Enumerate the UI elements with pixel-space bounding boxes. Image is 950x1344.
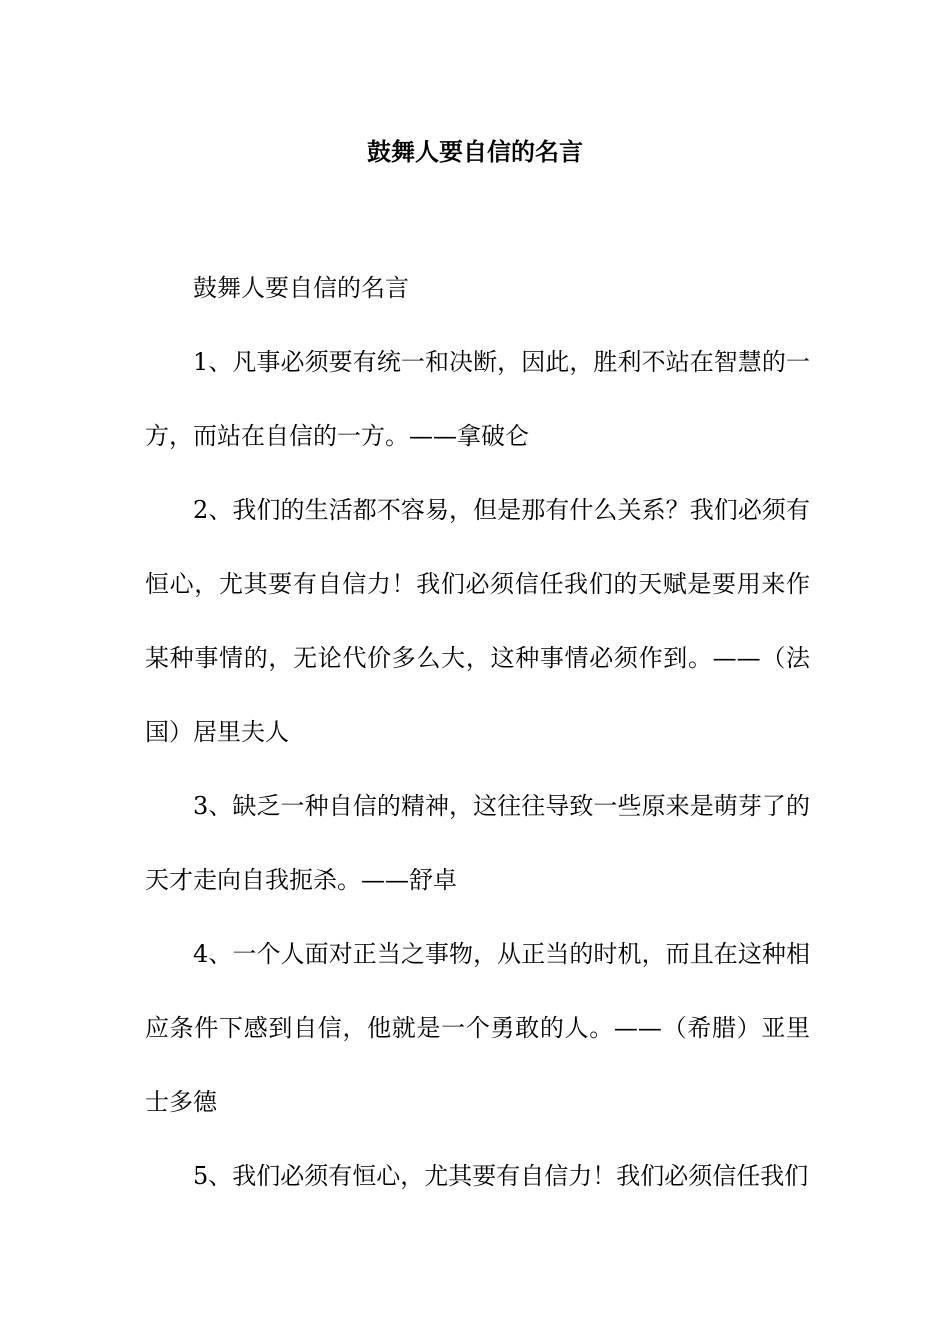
- intro-paragraph: 鼓舞人要自信的名言: [193, 274, 409, 302]
- quote-paragraph-1: 1、凡事必须要有统一和决断，因此，胜利不站在智慧的一方，而站在自信的一方。——拿破仑: [145, 348, 810, 450]
- document-body: [145, 251, 810, 1213]
- document-title: 鼓舞人要自信的名言: [367, 137, 583, 166]
- quote-paragraph-5: 5、我们必须有恒心，尤其要有自信力！我们必须信任我们: [193, 1162, 809, 1190]
- quote-paragraph-3: 3、缺乏一种自信的精神，这往往导致一些原来是萌芽了的天才走向自我扼杀。——舒卓: [145, 792, 810, 894]
- quote-paragraph-4: 4、一个人面对正当之事物，从正当的时机，而且在这种相应条件下感到自信，他就是一个勇敢的人。——（希腊）亚里士多德: [145, 940, 810, 1116]
- quote-paragraph-2: 2、我们的生活都不容易，但是那有什么关系？我们必须有恒心，尤其要有自信力！我们必须信任我们的天赋是要用来作某种事情的，无论代价多么大，这种事情必须作到。——（法国）居里夫人: [145, 496, 810, 746]
